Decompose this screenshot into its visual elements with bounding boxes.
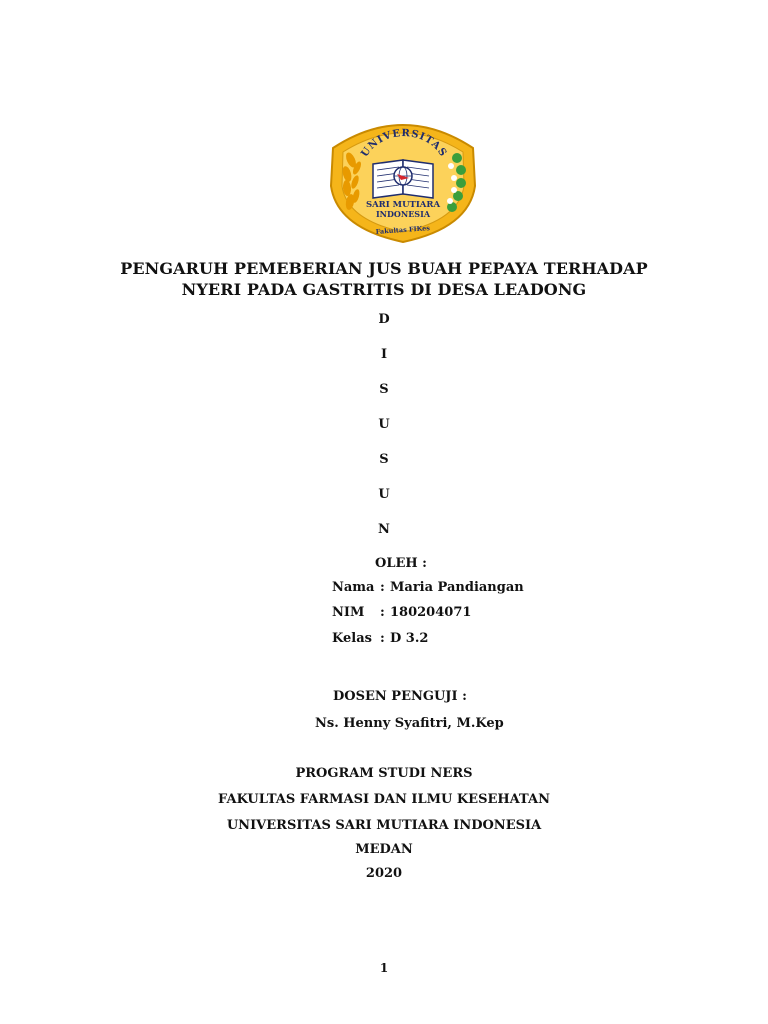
thesis-title — [0, 258, 768, 300]
title-line-1: PENGARUH PEMEBERIAN JUS BUAH PEPAYA TERHADAP — [120, 259, 648, 278]
university-name: UNIVERSITAS SARI MUTIARA INDONESIA — [226, 818, 542, 833]
disusun-letter: S — [379, 382, 389, 397]
kelas-colon: : — [380, 631, 385, 646]
nim-colon: : — [380, 605, 385, 620]
logo-name-line2: INDONESIA — [375, 209, 431, 219]
disusun-letter: U — [378, 417, 390, 432]
kelas-label: Kelas — [332, 631, 372, 646]
city-name: MEDAN — [355, 842, 413, 857]
program-studi: PROGRAM STUDI NERS — [295, 766, 473, 781]
nama-value: Maria Pandiangan — [390, 580, 524, 595]
logo-name-line1: SARI MUTIARA — [365, 200, 441, 210]
logo-faculty-text: Fakultas FIKes — [375, 224, 431, 236]
disusun-letter: I — [380, 347, 388, 362]
kelas-value: D 3.2 — [390, 631, 429, 646]
dosen-heading: DOSEN PENGUJI : — [333, 689, 467, 704]
page-number: 1 — [379, 961, 389, 975]
title-line-2: NYERI PADA GASTRITIS DI DESA LEADONG — [181, 280, 587, 299]
oleh-heading: OLEH : — [375, 556, 427, 571]
nama-colon: : — [380, 580, 385, 595]
nim-value: 180204071 — [390, 605, 472, 620]
nim-label: NIM — [332, 605, 365, 620]
year: 2020 — [365, 866, 403, 881]
disusun-letter: D — [378, 312, 390, 327]
book-globe-icon — [373, 160, 433, 198]
logo-arc-text: UNIVERSITAS — [359, 127, 449, 160]
disusun-letter: U — [378, 487, 390, 502]
university-logo — [325, 108, 481, 244]
faculty-name: FAKULTAS FARMASI DAN ILMU KESEHATAN — [218, 792, 550, 807]
disusun-letter: S — [379, 452, 389, 467]
dosen-name: Ns. Henny Syafitri, M.Kep — [315, 716, 504, 731]
nama-label: Nama — [332, 580, 375, 595]
disusun-letter: N — [378, 522, 390, 537]
